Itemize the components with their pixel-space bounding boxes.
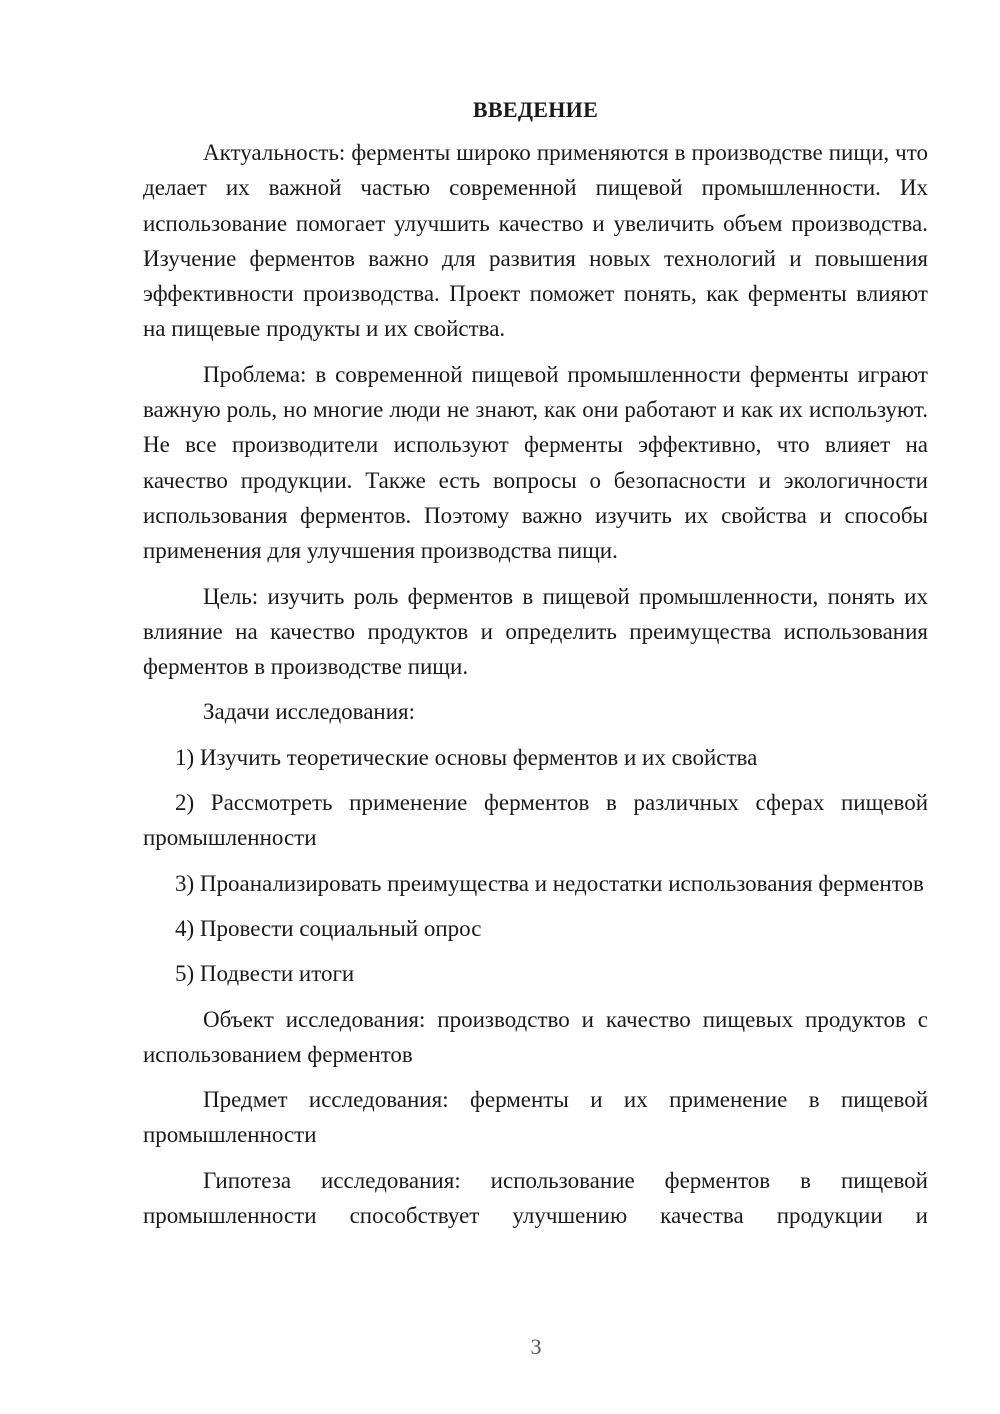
- relevance-paragraph: Актуальность: ферменты широко применяются в производстве пищи, что делает их важной частью современной пищевой промышленности. Их использование помогает улучшить качество и увеличить объем производства. Изучение ферментов важно для развития новых технологий и повышения эффективности производства. Проект поможет понять, как ферменты влияют на пищевые продукты и их свойства.: [143, 140, 928, 342]
- tasks-heading: Задачи исследования:: [203, 699, 416, 725]
- section-title: ВВЕДЕНИЕ: [472, 97, 599, 122]
- page-number: 3: [530, 1334, 542, 1359]
- subject-paragraph: Предмет исследования: ферменты и их применение в пищевой промышленности: [143, 1087, 928, 1148]
- task-item: 1) Изучить теоретические основы ферментов и их свойства: [175, 744, 758, 770]
- problem-paragraph: Проблема: в современной пищевой промышленности ферменты играют важную роль, но многие люди не знают, как они работают и как их используют. Не все производители используют ферменты эффективно, что влияет на качество продукции. Также есть вопросы о безопасности и экологичности использования ферментов. Поэтому важно изучить их свойства и способы применения для улучшения производства пищи.: [143, 361, 928, 564]
- goal-paragraph: Цель: изучить роль ферментов в пищевой промышленности, понять их влияние на качество продуктов и определить преимущества использования ферментов в производстве пищи.: [143, 583, 928, 680]
- hypothesis-paragraph: Гипотеза исследования: использование ферментов в пищевой промышленности способствует улучшению качества продукции и: [143, 1167, 928, 1229]
- page-content: [143, 92, 928, 1233]
- task-item: 5) Подвести итоги: [175, 961, 355, 987]
- object-paragraph: Объект исследования: производство и качество пищевых продуктов с использованием ферментов: [143, 1006, 928, 1067]
- task-item: 2) Рассмотреть применение ферментов в различных сферах пищевой промышленности: [143, 790, 928, 851]
- task-item: 4) Провести социальный опрос: [175, 915, 482, 941]
- task-item: 3) Проанализировать преимущества и недостатки использования ферментов: [175, 870, 924, 896]
